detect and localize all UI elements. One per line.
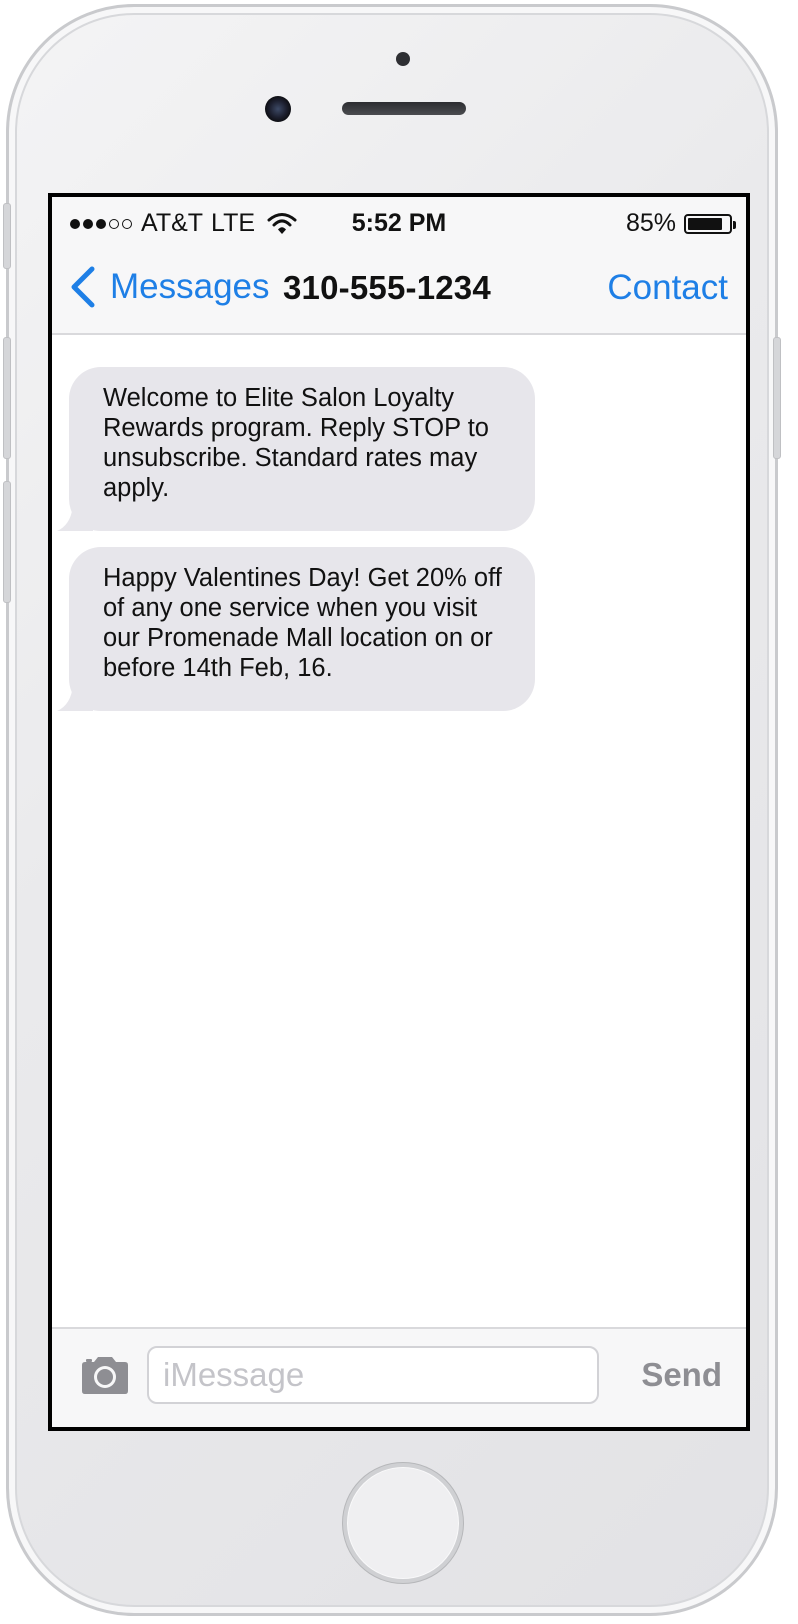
earpiece-speaker [342,102,466,115]
back-button-label: Messages [110,267,270,306]
mute-switch [3,203,11,269]
message-composer [52,1327,746,1427]
status-time: 5:52 PM [351,209,447,237]
home-button[interactable] [343,1463,463,1583]
imessage-input[interactable] [147,1346,599,1404]
camera-icon[interactable] [78,1355,132,1395]
volume-up-button [3,337,11,459]
battery-cap [733,221,736,229]
bubble-tail [57,685,93,711]
battery-icon [684,214,732,234]
volume-down-button [3,481,11,603]
proximity-sensor [396,52,410,66]
bubble-tail [57,505,93,531]
message-text: Happy Valentines Day! Get 20% off of any one service when you visit our Promenade Mall location on or before 14th Feb, 16. [103,564,502,682]
message-text: Welcome to Elite Salon Loyalty Rewards program. Reply STOP to unsubscribe. Standard rates may apply. [103,384,489,502]
battery-status [626,209,732,238]
navigation-bar [52,251,746,335]
incoming-message-bubble[interactable] [69,367,535,531]
battery-percent: 85% [625,209,676,237]
carrier-name: AT&T [141,209,204,237]
conversation-title: 310-555-1234 [283,269,491,306]
status-bar [52,197,746,251]
power-button [773,337,781,459]
message-thread[interactable] [52,335,746,1285]
send-button[interactable]: Send [641,1356,722,1393]
phone-screen [48,193,750,1431]
battery-level-fill [688,218,722,230]
chevron-left-icon [68,265,98,309]
incoming-message-bubble[interactable] [69,547,535,711]
network-type: LTE [211,209,256,237]
front-camera [265,96,291,122]
contact-button[interactable]: Contact [607,268,728,307]
back-button[interactable] [68,265,270,309]
